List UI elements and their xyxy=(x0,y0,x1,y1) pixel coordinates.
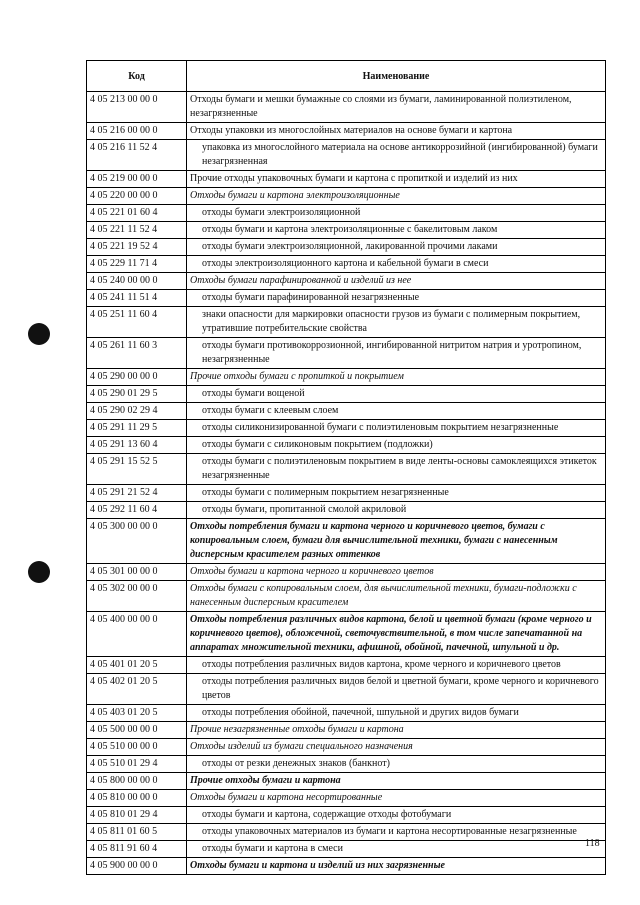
row-code: 4 05 900 00 00 0 xyxy=(87,858,187,875)
table-row xyxy=(87,239,606,256)
table-row xyxy=(87,92,606,123)
row-name: Отходы бумаги и картона черного и коричневого цветов xyxy=(187,564,606,581)
table-row xyxy=(87,705,606,722)
table-row xyxy=(87,722,606,739)
row-code: 4 05 291 15 52 5 xyxy=(87,454,187,485)
row-name: Отходы бумаги и картона несортированные xyxy=(187,790,606,807)
table-row xyxy=(87,502,606,519)
row-code: 4 05 216 00 00 0 xyxy=(87,123,187,140)
row-code: 4 05 251 11 60 4 xyxy=(87,307,187,338)
row-name: отходы бумаги электроизоляционной, лакированной прочими лаками xyxy=(187,239,606,256)
row-name: Отходы изделий из бумаги специального назначения xyxy=(187,739,606,756)
row-code: 4 05 510 01 29 4 xyxy=(87,756,187,773)
row-code: 4 05 220 00 00 0 xyxy=(87,188,187,205)
row-name: упаковка из многослойного материала на основе антикоррозийной (ингибированной) бумаги незагрязненная xyxy=(187,140,606,171)
row-name: Прочие отходы бумаги с пропиткой и покрытием xyxy=(187,369,606,386)
table-row xyxy=(87,564,606,581)
row-code: 4 05 302 00 00 0 xyxy=(87,581,187,612)
row-name: Прочие незагрязненные отходы бумаги и картона xyxy=(187,722,606,739)
table-row xyxy=(87,437,606,454)
table-row xyxy=(87,140,606,171)
table-row xyxy=(87,454,606,485)
row-code: 4 05 261 11 60 3 xyxy=(87,338,187,369)
row-code: 4 05 291 11 29 5 xyxy=(87,420,187,437)
row-name: отходы бумаги вощеной xyxy=(187,386,606,403)
row-code: 4 05 219 00 00 0 xyxy=(87,171,187,188)
row-name: Отходы бумаги и мешки бумажные со слоями из бумаги, ламинированной полиэтиленом, незагрязненные xyxy=(187,92,606,123)
row-code: 4 05 221 01 60 4 xyxy=(87,205,187,222)
row-code: 4 05 229 11 71 4 xyxy=(87,256,187,273)
page-number: 118 xyxy=(585,838,600,849)
row-code: 4 05 240 00 00 0 xyxy=(87,273,187,290)
table-row xyxy=(87,307,606,338)
row-name: отходы бумаги, пропитанной смолой акриловой xyxy=(187,502,606,519)
table-row xyxy=(87,123,606,140)
row-name: отходы бумаги противокоррозионной, ингибированной нитритом натрия и уротропином, незагрязненные xyxy=(187,338,606,369)
table-row xyxy=(87,657,606,674)
column-header-name: Наименование xyxy=(187,61,606,92)
row-code: 4 05 290 00 00 0 xyxy=(87,369,187,386)
row-name: отходы бумаги парафинированной незагрязненные xyxy=(187,290,606,307)
row-code: 4 05 290 01 29 5 xyxy=(87,386,187,403)
table-row xyxy=(87,290,606,307)
table-row xyxy=(87,205,606,222)
row-code: 4 05 810 00 00 0 xyxy=(87,790,187,807)
table-row xyxy=(87,420,606,437)
row-name: Отходы бумаги и картона и изделий из них загрязненные xyxy=(187,858,606,875)
table-row xyxy=(87,824,606,841)
table-row xyxy=(87,222,606,239)
row-name: Отходы потребления различных видов картона, белой и цветной бумаги (кроме черного и коричневого цветов), обложечной, светочувствительной, в том числе запечатанной на аппаратах множительной техники, афишной, обойной, пачечной, шпульной и др. xyxy=(187,612,606,657)
table-row xyxy=(87,273,606,290)
table-header-row xyxy=(87,61,606,92)
row-name: отходы электроизоляционного картона и кабельной бумаги в смеси xyxy=(187,256,606,273)
row-code: 4 05 400 00 00 0 xyxy=(87,612,187,657)
punch-hole xyxy=(28,323,50,345)
row-code: 4 05 300 00 00 0 xyxy=(87,519,187,564)
row-code: 4 05 800 00 00 0 xyxy=(87,773,187,790)
row-name: отходы потребления обойной, пачечной, шпульной и других видов бумаги xyxy=(187,705,606,722)
row-code: 4 05 811 91 60 4 xyxy=(87,841,187,858)
row-code: 4 05 810 01 29 4 xyxy=(87,807,187,824)
table-row xyxy=(87,171,606,188)
row-name: отходы бумаги с клеевым слоем xyxy=(187,403,606,420)
table-row xyxy=(87,756,606,773)
table-row xyxy=(87,581,606,612)
row-code: 4 05 291 13 60 4 xyxy=(87,437,187,454)
row-code: 4 05 401 01 20 5 xyxy=(87,657,187,674)
row-name: отходы бумаги и картона, содержащие отходы фотобумаги xyxy=(187,807,606,824)
row-code: 4 05 500 00 00 0 xyxy=(87,722,187,739)
row-name: Отходы бумаги парафинированной и изделий из нее xyxy=(187,273,606,290)
row-name: знаки опасности для маркировки опасности грузов из бумаги с полимерным покрытием, утратившие потребительские свойства xyxy=(187,307,606,338)
table-row xyxy=(87,841,606,858)
table-row xyxy=(87,807,606,824)
row-code: 4 05 510 00 00 0 xyxy=(87,739,187,756)
row-name: отходы бумаги и картона электроизоляционные с бакелитовым лаком xyxy=(187,222,606,239)
row-name: отходы потребления различных видов белой и цветной бумаги, кроме черного и коричневого цветов xyxy=(187,674,606,705)
row-name: отходы упаковочных материалов из бумаги и картона несортированные незагрязненные xyxy=(187,824,606,841)
row-name: отходы бумаги с силиконовым покрытием (подложки) xyxy=(187,437,606,454)
table-row xyxy=(87,773,606,790)
table-row xyxy=(87,369,606,386)
table-row xyxy=(87,674,606,705)
table-row xyxy=(87,386,606,403)
row-name: Прочие отходы упаковочных бумаги и картона с пропиткой и изделий из них xyxy=(187,171,606,188)
table-body xyxy=(87,92,606,875)
table-row xyxy=(87,188,606,205)
row-code: 4 05 290 02 29 4 xyxy=(87,403,187,420)
row-code: 4 05 241 11 51 4 xyxy=(87,290,187,307)
row-code: 4 05 213 00 00 0 xyxy=(87,92,187,123)
row-code: 4 05 403 01 20 5 xyxy=(87,705,187,722)
punch-hole xyxy=(28,561,50,583)
row-name: отходы бумаги и картона в смеси xyxy=(187,841,606,858)
row-name: Отходы упаковки из многослойных материалов на основе бумаги и картона xyxy=(187,123,606,140)
row-code: 4 05 402 01 20 5 xyxy=(87,674,187,705)
row-name: Прочие отходы бумаги и картона xyxy=(187,773,606,790)
table-row xyxy=(87,403,606,420)
row-code: 4 05 221 19 52 4 xyxy=(87,239,187,256)
row-name: отходы силиконизированной бумаги с полиэтиленовым покрытием незагрязненные xyxy=(187,420,606,437)
table-row xyxy=(87,485,606,502)
row-name: отходы бумаги электроизоляционной xyxy=(187,205,606,222)
row-code: 4 05 291 21 52 4 xyxy=(87,485,187,502)
row-code: 4 05 811 01 60 5 xyxy=(87,824,187,841)
row-name: отходы бумаги с полиэтиленовым покрытием в виде ленты-основы самоклеящихся этикеток незагрязненные xyxy=(187,454,606,485)
table-row xyxy=(87,519,606,564)
row-name: отходы бумаги с полимерным покрытием незагрязненные xyxy=(187,485,606,502)
row-name: Отходы потребления бумаги и картона черного и коричневого цветов, бумаги с копировальным слоем, бумаги для вычислительной техники, бумаги с нанесенным дисперсным красителем разных оттенков xyxy=(187,519,606,564)
column-header-code: Код xyxy=(87,61,187,92)
table-row xyxy=(87,612,606,657)
table-row xyxy=(87,790,606,807)
row-code: 4 05 216 11 52 4 xyxy=(87,140,187,171)
table-row xyxy=(87,858,606,875)
row-name: Отходы бумаги и картона электроизоляционные xyxy=(187,188,606,205)
table-row xyxy=(87,338,606,369)
row-name: отходы потребления различных видов картона, кроме черного и коричневого цветов xyxy=(187,657,606,674)
row-name: отходы от резки денежных знаков (банкнот) xyxy=(187,756,606,773)
waste-code-table xyxy=(86,60,606,875)
table-row xyxy=(87,256,606,273)
table-row xyxy=(87,739,606,756)
row-name: Отходы бумаги с копировальным слоем, для вычислительной техники, бумаги-подложки с нанесенным дисперсным красителем xyxy=(187,581,606,612)
row-code: 4 05 292 11 60 4 xyxy=(87,502,187,519)
row-code: 4 05 221 11 52 4 xyxy=(87,222,187,239)
row-code: 4 05 301 00 00 0 xyxy=(87,564,187,581)
